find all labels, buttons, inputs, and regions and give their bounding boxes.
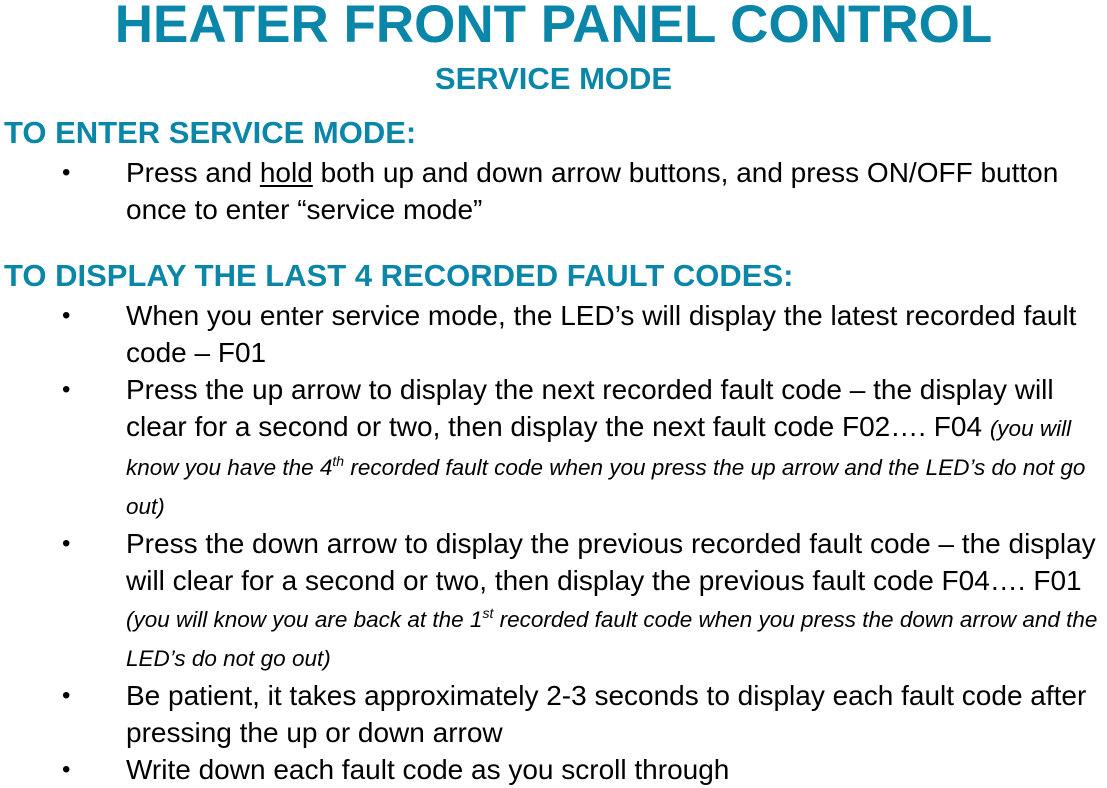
bullet-icon: • bbox=[62, 682, 71, 709]
item-text: Press the up arrow to display the next recorded fault code – the display will clear for a second or two, then display the next fault code F02…. F04 bbox=[126, 374, 1054, 442]
enter-service-mode-list bbox=[0, 154, 1107, 228]
bullet-icon: • bbox=[62, 159, 71, 186]
list-item-write-down bbox=[0, 751, 1107, 788]
bullet-icon: • bbox=[62, 376, 71, 403]
item-text: Be patient, it takes approximately 2-3 seconds to display each fault code after pressing the up or down arrow bbox=[126, 680, 1087, 748]
page-title: HEATER FRONT PANEL CONTROL bbox=[114, 0, 993, 54]
list-item-press-and-hold bbox=[0, 154, 1107, 228]
list-item-be-patient bbox=[0, 677, 1107, 751]
note-text-pre: (you will know you are back at the 1 bbox=[126, 607, 483, 632]
list-item-down-arrow bbox=[0, 525, 1107, 677]
bullet-icon: • bbox=[62, 530, 71, 557]
note-text-post: recorded fault code when you press the up arrow and the LED’s do not go out) bbox=[126, 455, 1086, 519]
note-text-pre: (you will know you have the 4 bbox=[126, 416, 1072, 480]
section-heading-display-fault-codes: TO DISPLAY THE LAST 4 RECORDED FAULT CODES: bbox=[4, 258, 794, 293]
page-subtitle: SERVICE MODE bbox=[434, 61, 673, 96]
bullet-icon: • bbox=[62, 756, 71, 783]
note-superscript: th bbox=[332, 453, 345, 469]
item-text: Press the down arrow to display the previous recorded fault code – the display will clear for a second or two, then display the previous fault code F04…. F01 bbox=[126, 528, 1096, 596]
item-note bbox=[126, 607, 1097, 671]
item-text-underlined: hold bbox=[259, 157, 313, 188]
item-text: When you enter service mode, the LED’s will display the latest recorded fault code – F01 bbox=[126, 300, 1077, 368]
item-text: Write down each fault code as you scroll through bbox=[126, 754, 730, 785]
list-item-enter-displays-latest bbox=[0, 297, 1107, 371]
list-item-up-arrow bbox=[0, 371, 1107, 525]
item-text-pre: Press and bbox=[126, 157, 260, 188]
section-heading-enter-service-mode: TO ENTER SERVICE MODE: bbox=[4, 115, 417, 150]
note-text-post: recorded fault code when you press the down arrow and the LED’s do not go out) bbox=[126, 607, 1098, 671]
item-text-post: both up and down arrow buttons, and press ON/OFF button once to enter “service mode” bbox=[126, 157, 1059, 225]
bullet-icon: • bbox=[62, 302, 71, 329]
note-superscript: st bbox=[482, 605, 494, 621]
display-fault-codes-list bbox=[0, 297, 1107, 788]
